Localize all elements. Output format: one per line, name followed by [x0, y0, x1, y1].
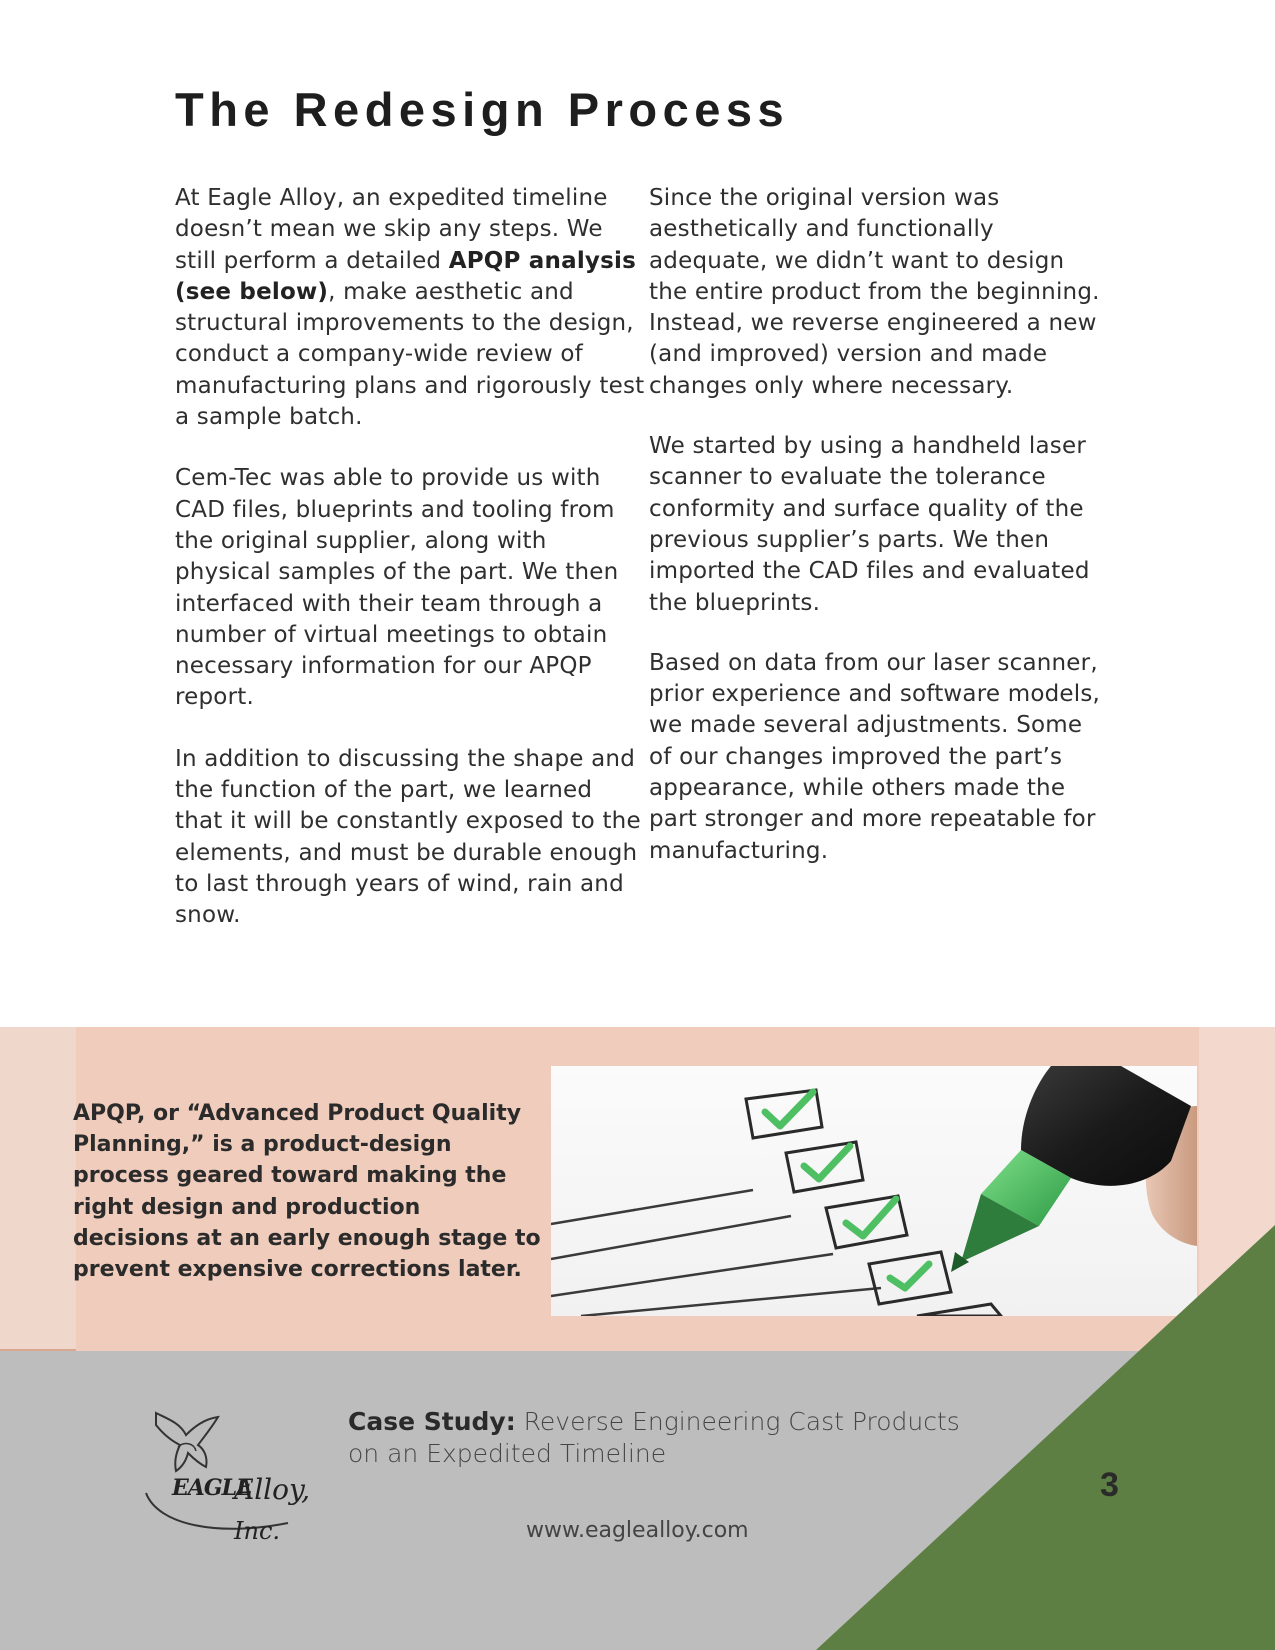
page-number: 3: [1100, 1466, 1119, 1504]
logo-word-alloy: Alloy,: [234, 1473, 310, 1506]
case-study-title: [348, 1406, 988, 1470]
apqp-emphasis: APQP analysis (see below): [175, 247, 636, 305]
right-paragraph-3: Based on data from our laser scanner, prior experience and software models, we made several adjustments. Some of our changes improved the part’s appearance, while others made the part stronger and more repeatable for manufacturing.: [649, 649, 1101, 864]
website-link[interactable]: www.eaglealloy.com: [526, 1518, 749, 1543]
case-study-text: Reverse Engineering Cast Products on an Expedited Timeline: [348, 1407, 960, 1468]
left-paragraph-2: Cem-Tec was able to provide us with CAD files, blueprints and tooling from the original supplier, along with physical samples of the part. We then interfaced with their team through a number of virtual meetings to obtain necessary information for our APQP report.: [175, 465, 619, 711]
right-paragraph-1: Since the original version was aesthetically and functionally adequate, we didn’t want to design the entire product from the beginning. Instead, we reverse engineered a new (and improved) version and made changes only where necessary.: [649, 185, 1100, 399]
page-title: The Redesign Process: [175, 83, 790, 136]
right-paragraph-2: We started by using a handheld laser scanner to evaluate the tolerance conformity and surface quality of the previous supplier’s parts. We then imported the CAD files and evaluated the blueprints.: [649, 433, 1090, 616]
logo-word-inc: Inc.: [234, 1517, 281, 1545]
left-paragraph-3: In addition to discussing the shape and the function of the part, we learned that it will be constantly exposed to the elements, and must be durable enough to last through years of wind, rain and snow.: [175, 745, 641, 929]
case-study-label: Case Study:: [348, 1407, 516, 1436]
eagle-alloy-logo: [138, 1405, 318, 1555]
logo-word-eagle: EAGLE: [172, 1475, 252, 1501]
apqp-callout: APQP, or “Advanced Product Quality Planning,” is a product-design process geared toward making the right design and production decisions at an early enough stage to prevent expensive corrections later.: [73, 1101, 541, 1283]
left-paragraph-1: At Eagle Alloy, an expedited timeline doesn’t mean we skip any steps. We still perform a detailed APQP analysis (see below), make aesthetic and structural improvements to the design, conduct a company-wide review of manufacturing plans and rigorously test a sample batch.: [175, 185, 645, 431]
left-column: [175, 183, 645, 962]
right-column: [649, 183, 1109, 897]
